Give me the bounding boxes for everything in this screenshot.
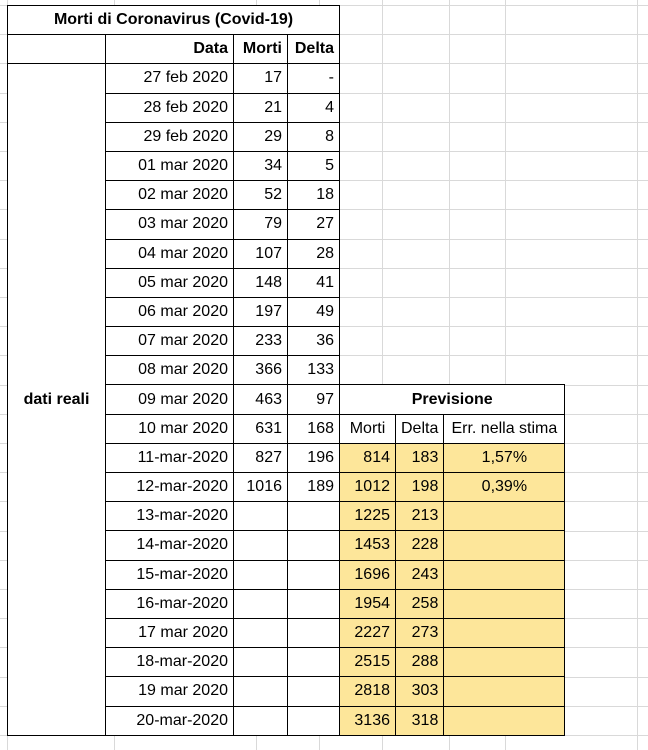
forecast-err-cell[interactable]: 0,39%: [444, 473, 565, 502]
morti-cell[interactable]: [234, 502, 288, 531]
forecast-delta-cell[interactable]: 213: [396, 502, 444, 531]
delta-cell[interactable]: [288, 648, 340, 677]
morti-cell[interactable]: [234, 706, 288, 735]
delta-cell[interactable]: 49: [288, 297, 340, 326]
morti-cell[interactable]: 197: [234, 297, 288, 326]
date-cell[interactable]: 01 mar 2020: [106, 151, 234, 180]
morti-cell[interactable]: 29: [234, 122, 288, 151]
header-data[interactable]: Data: [106, 35, 234, 64]
delta-cell[interactable]: -: [288, 64, 340, 93]
forecast-err-cell[interactable]: [444, 502, 565, 531]
morti-cell[interactable]: [234, 648, 288, 677]
forecast-morti-cell[interactable]: 1696: [340, 560, 396, 589]
forecast-delta-cell[interactable]: 183: [396, 443, 444, 472]
header-delta[interactable]: Delta: [288, 35, 340, 64]
morti-cell[interactable]: 1016: [234, 473, 288, 502]
date-cell[interactable]: 27 feb 2020: [106, 64, 234, 93]
delta-cell[interactable]: 196: [288, 443, 340, 472]
date-cell[interactable]: 04 mar 2020: [106, 239, 234, 268]
forecast-morti-cell[interactable]: 814: [340, 443, 396, 472]
date-cell[interactable]: 11-mar-2020: [106, 443, 234, 472]
date-cell[interactable]: 08 mar 2020: [106, 356, 234, 385]
forecast-err-cell[interactable]: [444, 589, 565, 618]
delta-cell[interactable]: [288, 589, 340, 618]
delta-cell[interactable]: 8: [288, 122, 340, 151]
forecast-header-err[interactable]: Err. nella stima: [444, 414, 565, 443]
forecast-header-delta[interactable]: Delta: [396, 414, 444, 443]
header-morti[interactable]: Morti: [234, 35, 288, 64]
forecast-delta-cell[interactable]: 273: [396, 618, 444, 647]
delta-cell[interactable]: 27: [288, 210, 340, 239]
forecast-morti-cell[interactable]: 2227: [340, 618, 396, 647]
morti-cell[interactable]: 34: [234, 151, 288, 180]
morti-cell[interactable]: 233: [234, 327, 288, 356]
delta-cell[interactable]: 133: [288, 356, 340, 385]
forecast-morti-cell[interactable]: 1954: [340, 589, 396, 618]
morti-cell[interactable]: [234, 618, 288, 647]
morti-cell[interactable]: 21: [234, 93, 288, 122]
forecast-morti-cell[interactable]: 1453: [340, 531, 396, 560]
delta-cell[interactable]: [288, 502, 340, 531]
forecast-title[interactable]: Previsione: [340, 385, 565, 414]
delta-cell[interactable]: 168: [288, 414, 340, 443]
forecast-morti-cell[interactable]: 1012: [340, 473, 396, 502]
table-title[interactable]: Morti di Coronavirus (Covid-19): [8, 6, 340, 35]
date-cell[interactable]: 14-mar-2020: [106, 531, 234, 560]
forecast-delta-cell[interactable]: 228: [396, 531, 444, 560]
morti-cell[interactable]: 107: [234, 239, 288, 268]
delta-cell[interactable]: 5: [288, 151, 340, 180]
morti-cell[interactable]: 148: [234, 268, 288, 297]
morti-cell[interactable]: 827: [234, 443, 288, 472]
forecast-delta-cell[interactable]: 198: [396, 473, 444, 502]
covid-deaths-table: [7, 5, 565, 736]
date-cell[interactable]: 13-mar-2020: [106, 502, 234, 531]
date-cell[interactable]: 05 mar 2020: [106, 268, 234, 297]
forecast-delta-cell[interactable]: 288: [396, 648, 444, 677]
forecast-err-cell[interactable]: [444, 618, 565, 647]
delta-cell[interactable]: [288, 560, 340, 589]
delta-cell[interactable]: 28: [288, 239, 340, 268]
header-row: [8, 35, 565, 64]
date-cell[interactable]: 17 mar 2020: [106, 618, 234, 647]
date-cell[interactable]: 12-mar-2020: [106, 473, 234, 502]
date-cell[interactable]: 28 feb 2020: [106, 93, 234, 122]
date-cell[interactable]: 06 mar 2020: [106, 297, 234, 326]
forecast-delta-cell[interactable]: 243: [396, 560, 444, 589]
forecast-err-cell[interactable]: [444, 648, 565, 677]
title-row: [8, 6, 565, 35]
date-cell[interactable]: 07 mar 2020: [106, 327, 234, 356]
date-cell[interactable]: 18-mar-2020: [106, 648, 234, 677]
forecast-header-morti[interactable]: Morti: [340, 414, 396, 443]
morti-cell[interactable]: 631: [234, 414, 288, 443]
morti-cell[interactable]: 79: [234, 210, 288, 239]
table-row: [8, 64, 565, 93]
date-cell[interactable]: 19 mar 2020: [106, 677, 234, 706]
delta-cell[interactable]: 36: [288, 327, 340, 356]
morti-cell[interactable]: 52: [234, 181, 288, 210]
forecast-morti-cell[interactable]: 2818: [340, 677, 396, 706]
morti-cell[interactable]: [234, 560, 288, 589]
date-cell[interactable]: 20-mar-2020: [106, 706, 234, 735]
delta-cell[interactable]: 97: [288, 385, 340, 414]
date-cell[interactable]: 16-mar-2020: [106, 589, 234, 618]
delta-cell[interactable]: 18: [288, 181, 340, 210]
morti-cell[interactable]: 463: [234, 385, 288, 414]
delta-cell[interactable]: 189: [288, 473, 340, 502]
morti-cell[interactable]: 17: [234, 64, 288, 93]
morti-cell[interactable]: [234, 531, 288, 560]
delta-cell[interactable]: [288, 618, 340, 647]
forecast-err-cell[interactable]: [444, 706, 565, 735]
date-cell[interactable]: 29 feb 2020: [106, 122, 234, 151]
forecast-delta-cell[interactable]: 318: [396, 706, 444, 735]
delta-cell[interactable]: [288, 677, 340, 706]
forecast-err-cell[interactable]: [444, 531, 565, 560]
delta-cell[interactable]: 41: [288, 268, 340, 297]
forecast-err-cell[interactable]: [444, 560, 565, 589]
forecast-delta-cell[interactable]: 303: [396, 677, 444, 706]
morti-cell[interactable]: [234, 589, 288, 618]
forecast-err-cell[interactable]: 1,57%: [444, 443, 565, 472]
side-label[interactable]: dati reali: [8, 64, 106, 735]
date-cell[interactable]: 10 mar 2020: [106, 414, 234, 443]
delta-cell[interactable]: [288, 706, 340, 735]
date-cell[interactable]: 02 mar 2020: [106, 181, 234, 210]
date-cell[interactable]: 09 mar 2020: [106, 385, 234, 414]
date-cell[interactable]: 03 mar 2020: [106, 210, 234, 239]
forecast-delta-cell[interactable]: 258: [396, 589, 444, 618]
forecast-morti-cell[interactable]: 3136: [340, 706, 396, 735]
morti-cell[interactable]: 366: [234, 356, 288, 385]
header-empty-cell[interactable]: [8, 35, 106, 64]
morti-cell[interactable]: [234, 677, 288, 706]
forecast-err-cell[interactable]: [444, 677, 565, 706]
delta-cell[interactable]: [288, 531, 340, 560]
delta-cell[interactable]: 4: [288, 93, 340, 122]
forecast-morti-cell[interactable]: 1225: [340, 502, 396, 531]
forecast-morti-cell[interactable]: 2515: [340, 648, 396, 677]
date-cell[interactable]: 15-mar-2020: [106, 560, 234, 589]
